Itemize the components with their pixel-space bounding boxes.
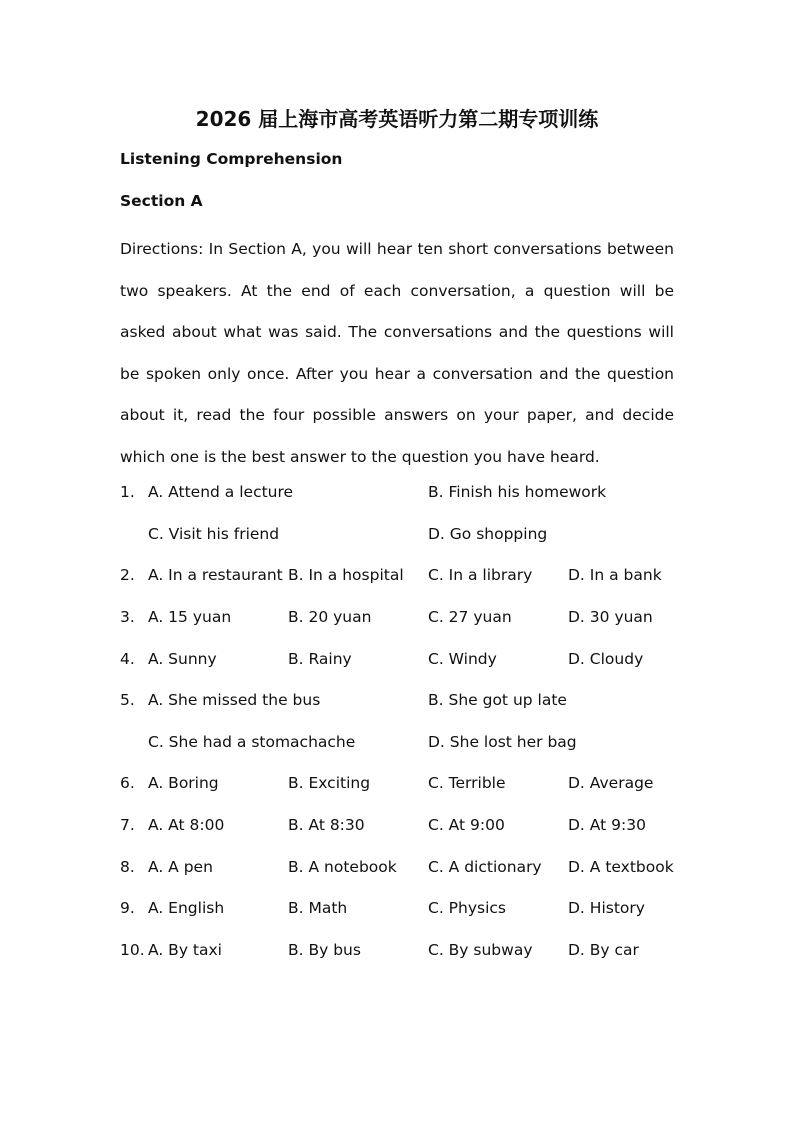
option-a: A. 15 yuan [148,608,232,626]
question-number: 4. [120,650,135,668]
option-a: A. Sunny [148,650,217,668]
option-b: B. By bus [288,941,361,959]
question-number: 10. [120,941,145,959]
option-d: D. 30 yuan [568,608,653,626]
part-heading: Listening Comprehension [120,150,343,168]
option-a: A. Boring [148,774,219,792]
option-c: C. At 9:00 [428,816,505,834]
question-4 [120,647,680,671]
option-d: D. She lost her bag [428,733,577,751]
option-b: B. In a hospital [288,566,404,584]
option-c: C. Windy [428,650,497,668]
option-c: C. She had a stomachache [148,733,356,751]
option-a: A. English [148,899,225,917]
option-c: C. By subway [428,941,533,959]
question-7 [120,813,680,837]
section-heading: Section A [120,192,203,210]
option-c: C. Terrible [428,774,506,792]
question-3 [120,605,680,629]
question-number: 3. [120,608,135,626]
option-b: B. Rainy [288,650,352,668]
option-a: A. She missed the bus [148,691,321,709]
option-d: D. In a bank [568,566,662,584]
option-b: B. At 8:30 [288,816,365,834]
option-a: A. In a restaurant [148,566,283,584]
option-a: A. Attend a lecture [148,483,294,501]
question-5 [120,688,680,712]
option-d: D. History [568,899,645,917]
question-2 [120,563,680,587]
document-title: 2026 届上海市高考英语听力第二期专项训练 [195,107,599,131]
option-c: C. A dictionary [428,858,542,876]
option-d: D. At 9:30 [568,816,646,834]
question-8 [120,855,680,879]
option-d: D. Go shopping [428,525,548,543]
option-a: A. At 8:00 [148,816,225,834]
option-d: D. Average [568,774,654,792]
question-1-row-2 [120,522,680,546]
option-a: A. By taxi [148,941,222,959]
option-c: C. 27 yuan [428,608,512,626]
option-c: C. In a library [428,566,533,584]
option-b: B. Finish his homework [428,483,607,501]
option-b: B. Math [288,899,348,917]
option-c: C. Physics [428,899,506,917]
question-number: 8. [120,858,135,876]
question-number: 7. [120,816,135,834]
question-10 [120,938,680,962]
question-5-row-2 [120,730,680,754]
question-number: 5. [120,691,135,709]
directions-paragraph: Directions: In Section A, you will hear ten short conversations between two speakers. At the end of each conversation, a question will be asked about what was said. The conversations and the questions will be spoken only once. After you hear a conversation and the question about it, read the four possible answers on your paper, and decide which one is the best answer to the question you have heard. [120,240,674,466]
option-d: D. By car [568,941,639,959]
option-a: A. A pen [148,858,213,876]
question-1 [120,480,680,504]
question-9 [120,896,680,920]
question-number: 6. [120,774,135,792]
question-number: 9. [120,899,135,917]
option-d: D. A textbook [568,858,674,876]
question-number: 2. [120,566,135,584]
question-number: 1. [120,483,135,501]
question-6 [120,771,680,795]
option-c: C. Visit his friend [148,525,280,543]
option-b: B. Exciting [288,774,371,792]
option-b: B. 20 yuan [288,608,372,626]
option-b: B. She got up late [428,691,567,709]
option-d: D. Cloudy [568,650,644,668]
option-b: B. A notebook [288,858,397,876]
